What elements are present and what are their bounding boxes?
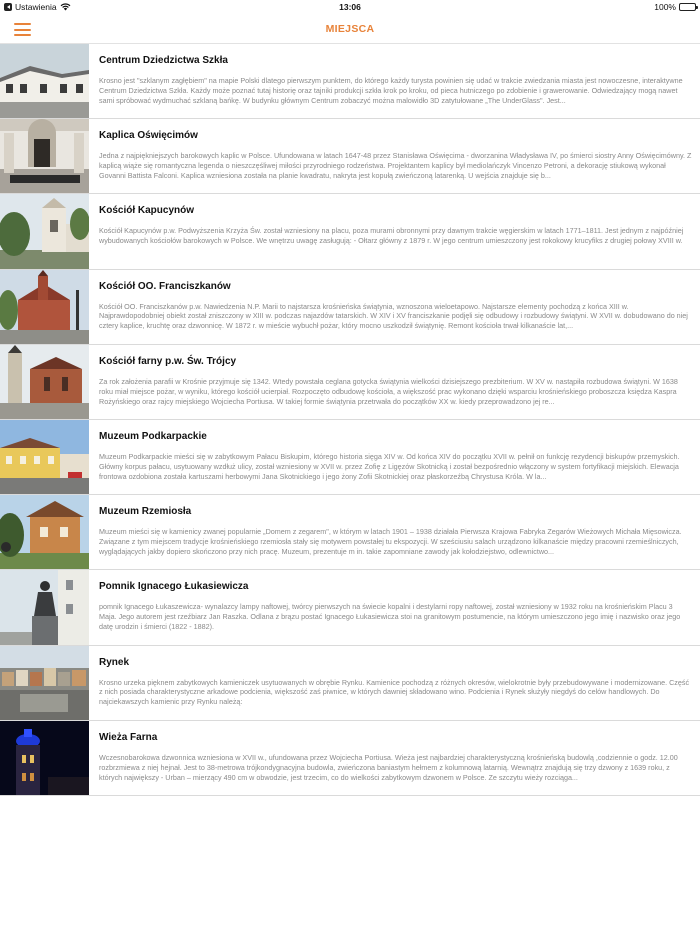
list-item[interactable] (0, 570, 700, 645)
place-thumbnail (0, 119, 89, 193)
place-thumbnail (0, 345, 89, 419)
place-title: Kościół OO. Franciszkanów (99, 280, 231, 292)
battery-percent: 100% (654, 2, 676, 12)
place-title: Kaplica Oświęcimów (99, 130, 198, 142)
place-description: Krosno jest "szklanym zagłębiem" na mapie Polski dlatego pierwszym punktem, do którego każdy turysta powinien się udać w trakcie zwiedzania miasta jest nowoczesne, interaktywne Centrum Dziedzictwa Szkła. Każdy może poznać tutaj historię oraz tajniki produkcji szkła krok po kroku, od pieca hutniczego po zdobienie i grawerowanie. Odwiedzający mogą nawet sami spróbować wydmuchać szklaną bańkę. W budynku głównym Centrum zobaczyć można malowidło 3D zatytułowane „The UnderGlass". Jest... (99, 76, 683, 105)
hamburger-menu-icon[interactable] (14, 23, 31, 36)
place-title: Kościół Kapucynów (99, 205, 195, 217)
list-item[interactable] (0, 44, 700, 119)
place-description: Kościół OO. Franciszkanów p.w. Nawiedzenia N.P. Marii to najstarsza krośnieńska świątynia, wznoszona wieloetapowo. Najstarsze elementy pochodzą z końca XIII w. Najprawdopodobniej obiekt został zniszczony w XIII w. podczas najazdów tatarskich. W XIV i XV franciszkanie podjęli się odbudowy i rozbudowy świątyni. W XVII w. dobudowano do niej cztery kaplice, kruchtę oraz dzwonnicę. W 1872 r. w mieście wybuchł pożar, który mocno uszkodził świątynię. Remont kościoła trwał kilkanaście lat,... (99, 301, 688, 331)
place-thumbnail (0, 495, 89, 569)
list-item[interactable] (0, 495, 700, 570)
list-item[interactable] (0, 270, 700, 345)
place-description: Kościół Kapucynów p.w. Podwyższenia Krzyża Św. został wzniesiony na placu, poza murami obronnymi przy dawnym trakcie węgierskim w latach 1771–1811. Jest jednym z najpóźniej wybudowanych kościołów barokowych w Polsce. We wnętrzu uwagę zasługują: - Ołtarz główny z 1879 r. W jego centrum umieszczony jest rokokowy krucyfiks z drugiej połowy XVIII w. (99, 226, 684, 246)
place-thumbnail (0, 721, 89, 795)
status-time: 13:06 (339, 2, 361, 12)
list-item[interactable] (0, 345, 700, 420)
status-bar (0, 0, 700, 14)
page-title: MIEJSCA (325, 22, 375, 35)
battery-icon (679, 3, 696, 11)
place-thumbnail (0, 646, 89, 720)
place-title: Centrum Dziedzictwa Szkła (99, 55, 228, 66)
place-description: Muzeum mieści się w kamienicy zwanej popularnie „Domem z zegarem", w którym w latach 1901 – 1938 działała Pierwsza Krajowa Fabryka Zegarów Wieżowych Michała Mięsowicza. Związane z tym miejscem tradycje krośnieńskiego rzemiosła stały się motywem powstałej tu ekspozycji. W sześciusiu salach urządzono kilkanaście między pracowni rzemieślniczych, wyglądających jakby dopiero skończono przy nich pracę. Muzeum, prezentuje m in. takie zapomniane zawody jak kołodziejstwo, odlewnictwo... (99, 527, 682, 556)
back-arrow-icon (4, 3, 12, 11)
place-title: Kościół farny p.w. Św. Trójcy (99, 355, 237, 367)
place-thumbnail (0, 420, 89, 494)
list-item[interactable] (0, 646, 700, 721)
list-item[interactable] (0, 119, 700, 194)
list-item[interactable] (0, 194, 700, 269)
place-title: Muzeum Podkarpackie (99, 430, 207, 442)
list-item[interactable] (0, 420, 700, 495)
back-to-app[interactable] (4, 2, 71, 12)
place-title: Muzeum Rzemiosła (99, 506, 192, 518)
place-title: Wieża Farna (99, 731, 158, 743)
list-item[interactable] (0, 721, 700, 796)
place-thumbnail (0, 194, 89, 268)
place-description: Krosno urzeka pięknem zabytkowych kamieniczek usytuowanych w obrębie Rynku. Kamienice pochodzą z różnych okresów, wielokrotnie były przebudowywane i modernizowane. Część z nich posiada charakterystyczne arkadowe podcienia, większość zaś piwnice, w których dawniej składowano wino. Podcienia i Rynek służyły niegdyś do celów handlowych. Do najciekawszych kamienic przy Rynku należą: (99, 677, 690, 707)
wifi-icon (60, 3, 71, 11)
place-description: pomnik Ignacego Łukaszewicza- wynalazcy lampy naftowej, twórcy pierwszych na świecie kopalni i destylarni ropy naftowej, został wzniesiony w 1932 roku na krośnieńskim Placu 3 Maja. Jego autorem jest rzeźbiarz Jan Raszka. Odlana z brązu postać Ignacego Łukasiewicza stoi na granitowym postumencie, na którym umieszczono jego imię i nazwisko oraz jego datę urodzin i śmierci (1822 - 1882). (99, 602, 681, 632)
back-app-label: Ustawienia (15, 2, 57, 12)
place-description: Za rok założenia parafii w Krośnie przyjmuje się 1342. Wtedy powstała ceglana gotycka świątynia wielkości dzisiejszego prezbiterium. W XV w. nastąpiła rozbudowa świątyni. W 1638 roku miał miejsce pożar, w wyniku, którego kościół ucierpiał. Rozpoczęto odbudowę kościoła, a większość prac wykonano dzięki wsparciu krośnieńskiego proboszcza księdza Kaspra Rożyńskiego oraz rajcy miejskiego Wojciecha Portiusa. W takiej formie świątynia przetrwała do początków XX w. kiedy przeprowadzono jej re... (99, 376, 678, 406)
place-title: Pomnik Ignacego Łukasiewicza (99, 581, 249, 593)
place-description: Jedna z najpiękniejszych barokowych kaplic w Polsce. Ufundowana w latach 1647-48 przez Stanisława Oświęcima - dworzanina Władysława IV, po śmierci siostry Anny Oświęcimówny. Z kaplicą wiąże się romantyczna legenda o nieszczęśliwej miłości przyrodniego rodzeństwa. Projektantem kaplicy był mediolańczyk Vincenzo Petroni, a dekorację stiukową wykonał Govanni Battista Falconi. Kaplica wzniesiona została na planie kwadratu, nakryta jest kopułą zwieńczoną latarenką. U wejścia znajduje się b... (99, 151, 692, 180)
place-description: Muzeum Podkarpackie mieści się w zabytkowym Pałacu Biskupim, którego historia sięga XIV w. Od końca XIV do początku XVII w. pełnił on funkcję rezydencji biskupów przemyskich. Główny korpus pałacu, usytuowany wzdłuż ulicy, został wzniesiony w XVII w. przez Zofię z Ligęzów Skotnicką i został bezpośrednio włączony w system fortyfikacji miejskich. Elewacja frontowa ozdobiona została kartuszami herbowymi Jana Skotnickiego i jego żony Zofii Skotnickiej oraz płaskorzeźbą Chrystusa Króla. W la... (99, 451, 680, 481)
place-thumbnail (0, 44, 89, 118)
navigation-bar (0, 14, 700, 44)
places-list (0, 44, 700, 796)
place-thumbnail (0, 270, 89, 344)
place-title: Rynek (99, 656, 130, 668)
place-thumbnail (0, 570, 89, 644)
place-description: Wczesnobarokowa dzwonnica wzniesiona w XVII w., ufundowana przez Wojciecha Portiusa. Wieża jest najbardziej charakterystyczną krośnieńską budowlą ,codziennie o godz. 12.00 rozbrzmiewa z niej hejnał. Jest to 38-metrowa trójkondygnacyjna budowla, zwieńczona baniastym hełmem z kolumnową latarnią. Wewnątrz znajdują się trzy dzwony z 1639 roku, z których największy - Urban – mierzący 490 cm w obwodzie, jest trzecim, co do wielkości zabytkowym dzwonem w Polsce. Ze szczytu wieży rozciąga... (99, 752, 678, 782)
